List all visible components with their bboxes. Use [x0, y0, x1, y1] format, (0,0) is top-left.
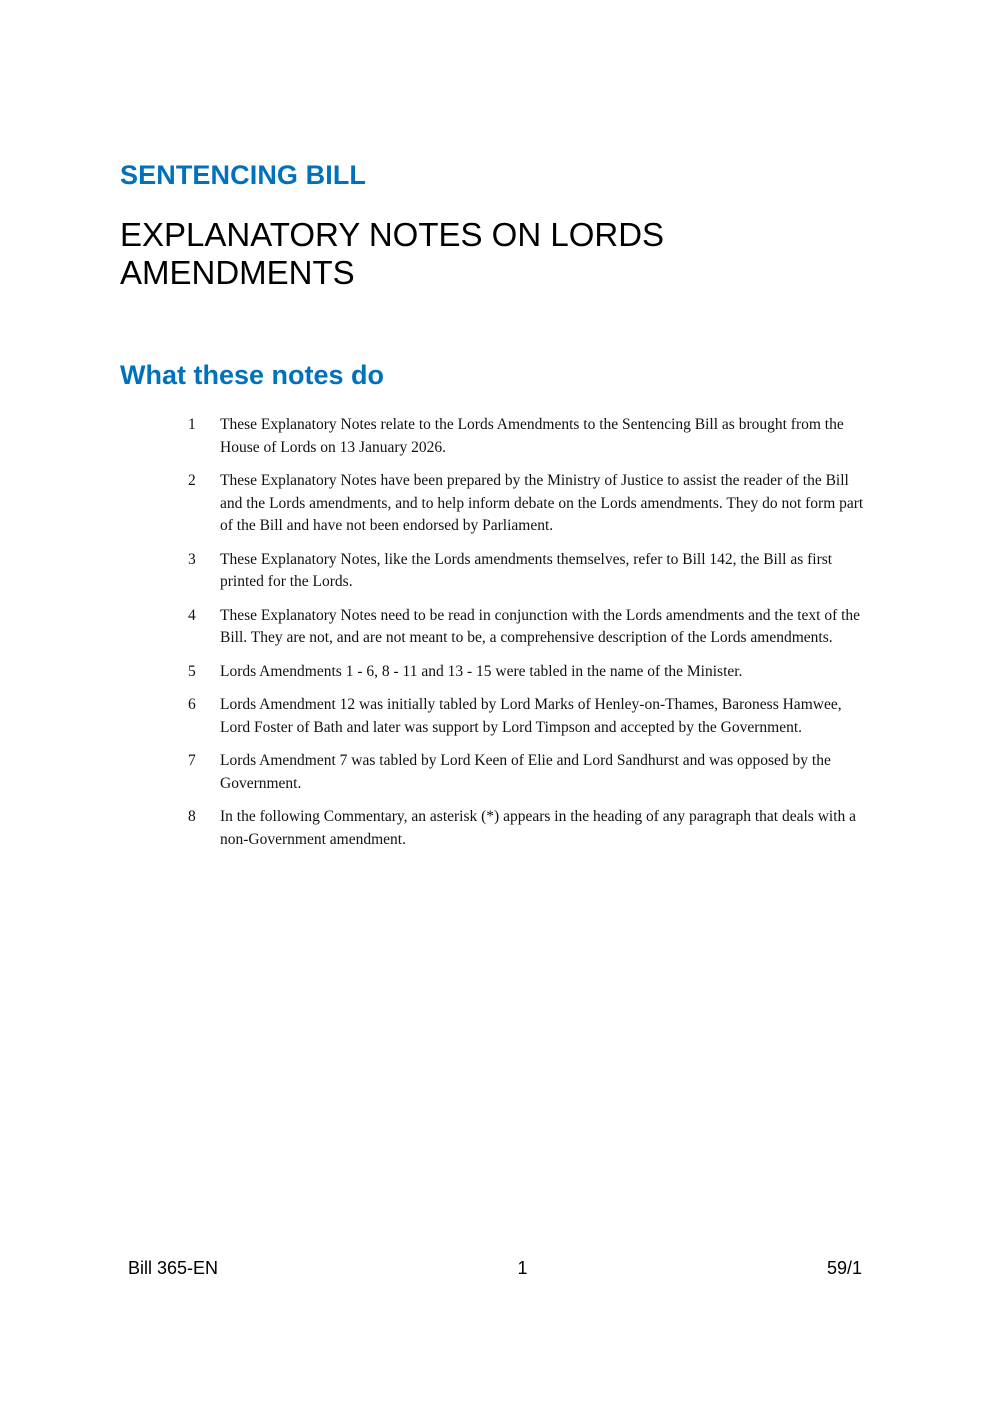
paragraph-text: These Explanatory Notes have been prepared by the Ministry of Justice to assist the reader of the Bill and the Lords amendments, and to help inform debate on the Lords amendments. They do not form part of the Bill and have not been endorsed by Parliament. — [220, 472, 864, 534]
paragraph-text: These Explanatory Notes relate to the Lords Amendments to the Sentencing Bill as brought from the House of Lords on 13 January 2026. — [220, 416, 844, 456]
paragraph-number: 6 — [188, 696, 196, 713]
footer-reference: 59/1 — [826, 1258, 862, 1278]
paragraph — [188, 470, 868, 538]
paragraph — [188, 605, 868, 650]
section-heading: What these notes do — [120, 360, 385, 390]
paragraph-text: In the following Commentary, an asterisk (*) appears in the heading of any paragraph that deals with a non-Government amendment. — [220, 808, 857, 848]
paragraph — [188, 750, 868, 795]
paragraph — [188, 694, 868, 739]
paragraph-number: 5 — [188, 662, 196, 680]
bill-title: SENTENCING BILL — [120, 160, 367, 190]
paragraph — [188, 661, 868, 684]
paragraph-text: These Explanatory Notes need to be read in conjunction with the Lords amendments and the text of the Bill. They are not, and are not meant to be, a comprehensive description of the Lords amendments. — [220, 606, 861, 646]
paragraph-number: 3 — [188, 550, 196, 568]
paragraph-number: 1 — [188, 416, 196, 433]
page-footer — [128, 1258, 862, 1279]
paragraph-text: Lords Amendments 1 - 6, 8 - 11 and 13 - 15 were tabled in the name of the Minister. — [220, 662, 743, 680]
paragraph — [188, 414, 868, 459]
paragraph-number: 7 — [188, 752, 196, 769]
footer-page-number: 1 — [517, 1258, 528, 1278]
paragraph-list — [188, 414, 868, 862]
document-title: EXPLANATORY NOTES ON LORDS AMENDMENTS — [120, 216, 665, 291]
paragraph — [188, 549, 868, 594]
paragraph — [188, 806, 868, 851]
paragraph-text: Lords Amendment 7 was tabled by Lord Keen of Elie and Lord Sandhurst and was opposed by the Government. — [220, 752, 831, 792]
paragraph-number: 2 — [188, 472, 196, 489]
paragraph-number: 8 — [188, 808, 196, 825]
footer-bill-number: Bill 365-EN — [128, 1258, 219, 1278]
paragraph-text: Lords Amendment 12 was initially tabled by Lord Marks of Henley-on-Thames, Baroness Hamwee, Lord Foster of Bath and later was support by Lord Timpson and accepted by the Government. — [220, 696, 842, 736]
paragraph-text: These Explanatory Notes, like the Lords amendments themselves, refer to Bill 142, the Bill as first printed for the Lords. — [220, 550, 833, 590]
paragraph-number: 4 — [188, 606, 196, 624]
